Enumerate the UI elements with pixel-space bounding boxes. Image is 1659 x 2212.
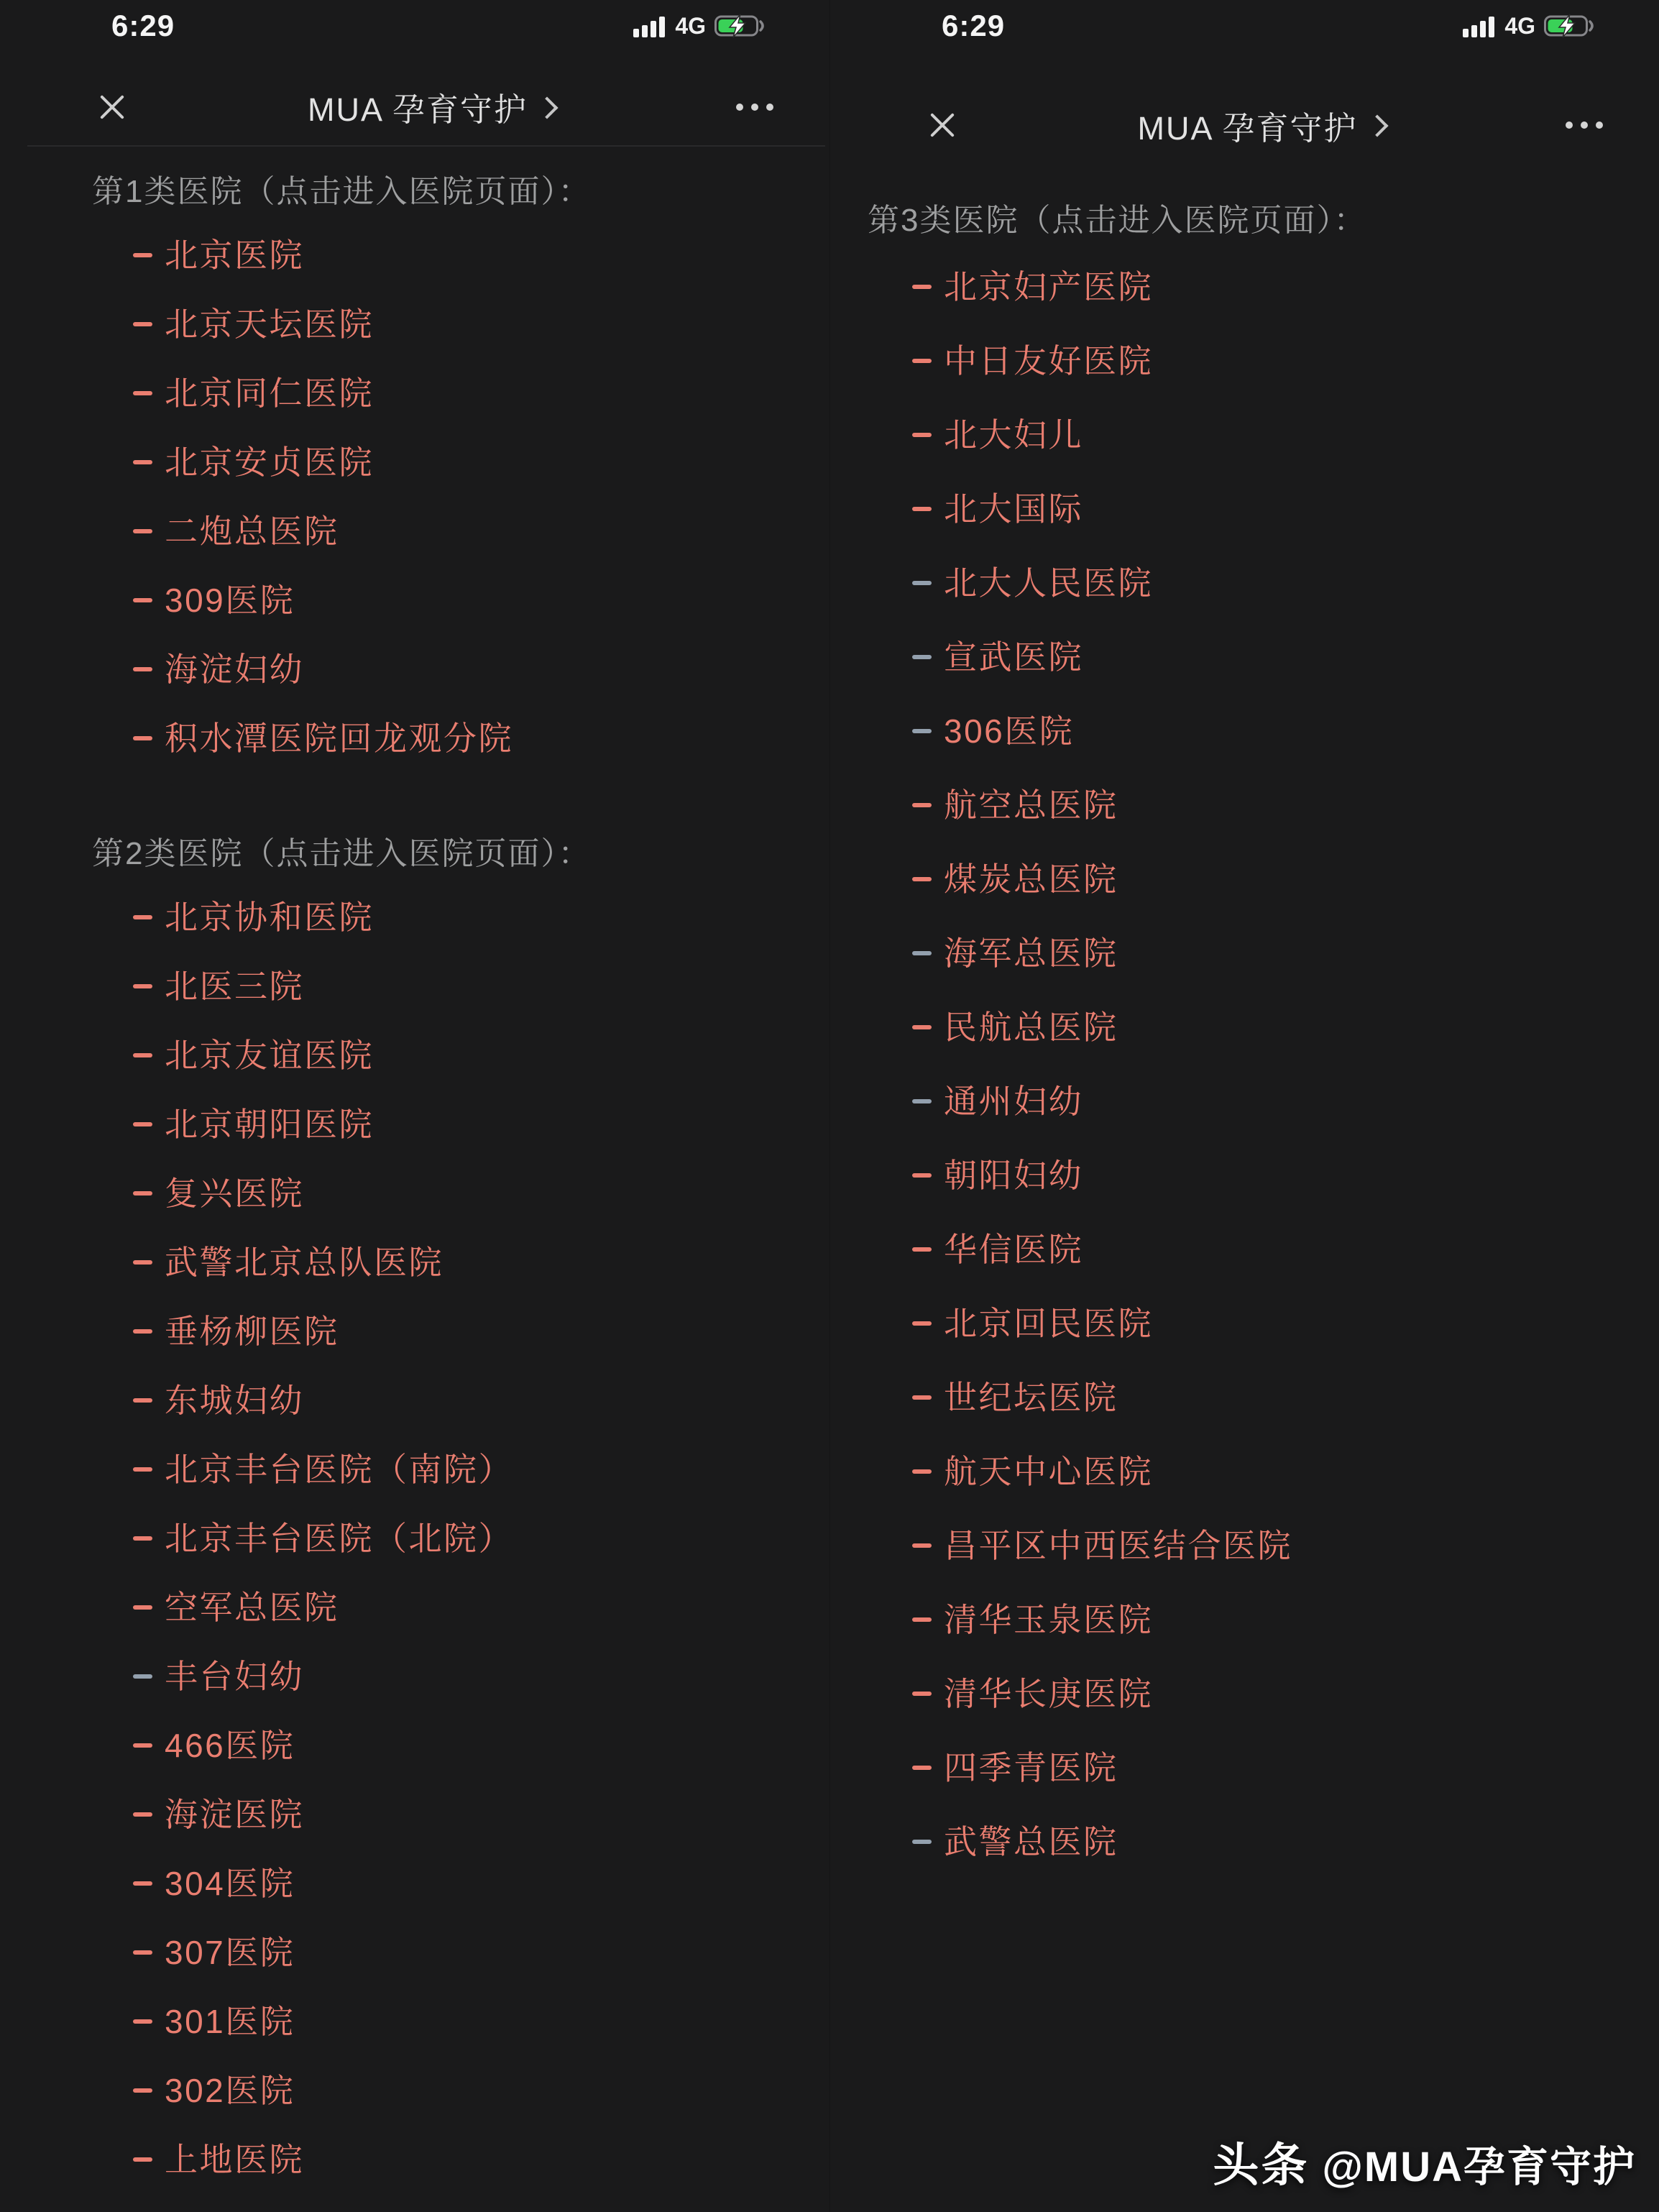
hospital-link[interactable]: 积水潭医院回龙观分院 (165, 720, 513, 757)
hospital-link[interactable]: 北大国际 (944, 490, 1083, 528)
hospital-link[interactable]: 北京同仁医院 (165, 375, 374, 412)
list-dash-icon (133, 1398, 152, 1403)
hospital-item-row (133, 1729, 830, 1762)
hospital-item-row (133, 1177, 830, 1210)
status-time: 6:29 (942, 9, 1006, 42)
hospital-link[interactable]: 海军总医院 (944, 935, 1118, 972)
list-dash-icon (133, 2157, 152, 2162)
hospital-link[interactable]: 北大妇儿 (944, 416, 1083, 454)
hospital-item-row (912, 416, 1659, 454)
page-title[interactable] (127, 83, 736, 130)
hospital-list-content (830, 171, 1659, 1899)
hospital-list-content (0, 147, 830, 2212)
hospital-item-row (912, 268, 1659, 306)
hospital-item-row (133, 1039, 830, 1072)
chevron-right-icon (536, 96, 558, 119)
hospital-link[interactable]: 武警北京总队医院 (165, 1244, 444, 1281)
list-dash-icon (133, 1743, 152, 1748)
hospital-item-row (912, 1381, 1659, 1414)
hospital-item-row (912, 342, 1659, 380)
hospital-link[interactable]: 世纪坛医院 (944, 1379, 1118, 1416)
hospital-link[interactable]: 海淀医院 (165, 1796, 304, 1833)
hospital-item-row (133, 1591, 830, 1624)
hospital-item-row (912, 1751, 1659, 1784)
signal-strength-icon (633, 14, 666, 37)
hospital-item-row (133, 1522, 830, 1555)
list-dash-icon (912, 1692, 932, 1696)
hospital-link[interactable]: 北医三院 (165, 968, 304, 1005)
hospital-item-row (912, 1825, 1659, 1858)
hospital-item-row (133, 308, 830, 341)
list-dash-icon (133, 915, 152, 919)
hospital-item-row (133, 1936, 830, 1969)
page-title-label: MUA 孕育守护 (1137, 109, 1358, 147)
hospital-item-row (912, 492, 1659, 526)
watermark-handle: @MUA孕育守护 (1322, 2144, 1636, 2190)
hospital-item-row (912, 786, 1659, 824)
hospital-item-row (133, 239, 830, 272)
toutiao-watermark (1213, 2129, 1636, 2195)
list-dash-icon (133, 1467, 152, 1472)
page-title-label: MUA 孕育守护 (307, 91, 528, 128)
hospital-link[interactable]: 华信医院 (944, 1231, 1083, 1268)
hospital-item-row (133, 2005, 830, 2038)
hospital-item-row (912, 1455, 1659, 1488)
more-menu-icon[interactable] (736, 93, 773, 121)
hospital-item-row (133, 653, 830, 686)
close-icon[interactable] (98, 93, 127, 121)
hospital-link[interactable]: 北京妇产医院 (944, 268, 1153, 306)
list-dash-icon (133, 1950, 152, 1955)
list-dash-icon (133, 2019, 152, 2024)
list-dash-icon (912, 1766, 932, 1770)
hospital-item-row (133, 1660, 830, 1693)
section-heading: 第1类医院（点击进入医院页面）： (92, 174, 592, 209)
hospital-link[interactable]: 武警总医院 (944, 1823, 1118, 1860)
list-dash-icon (133, 1605, 152, 1610)
hospital-link[interactable]: 海淀妇幼 (165, 651, 304, 688)
hospital-item-row (133, 515, 830, 548)
list-dash-icon (912, 655, 932, 659)
section-heading: 第2类医院（点击进入医院页面）： (92, 836, 592, 871)
hospital-link[interactable]: 煤炭总医院 (944, 861, 1118, 898)
hospital-item-row (912, 1233, 1659, 1266)
list-dash-icon (912, 1617, 932, 1622)
hospital-item-row (133, 1867, 830, 1900)
list-dash-icon (912, 951, 932, 955)
nav-bar (0, 68, 830, 146)
status-time: 6:29 (111, 9, 175, 42)
list-dash-icon (133, 529, 152, 533)
hospital-link[interactable]: 北京丰台医院（南院） (165, 1451, 513, 1488)
list-dash-icon (133, 1191, 152, 1196)
hospital-link[interactable]: 北京天坛医院 (165, 306, 374, 343)
hospital-link[interactable]: 航空总医院 (944, 786, 1118, 824)
list-dash-icon (133, 1122, 152, 1126)
hospital-link[interactable]: 宣武医院 (944, 638, 1083, 676)
hospital-link[interactable]: 北大人民医院 (944, 564, 1153, 602)
list-dash-icon (133, 460, 152, 464)
screenshot-panel-right (830, 0, 1659, 2212)
hospital-link[interactable]: 中日友好医院 (944, 342, 1153, 380)
hospital-link[interactable]: 民航总医院 (944, 1009, 1118, 1046)
status-bar (0, 0, 830, 68)
list-dash-icon (133, 1053, 152, 1057)
list-dash-icon (133, 1812, 152, 1817)
list-dash-icon (912, 581, 932, 585)
list-dash-icon (912, 359, 932, 363)
hospital-link[interactable]: 上地医院 (165, 2141, 304, 2178)
list-dash-icon (912, 285, 932, 289)
section-heading: 第3类医院（点击进入医院页面）： (868, 203, 1367, 238)
hospital-item-row (133, 2074, 830, 2107)
status-indicators (633, 10, 766, 42)
hospital-link[interactable]: 北京协和医院 (165, 899, 374, 936)
hospital-link[interactable]: 北京安贞医院 (165, 444, 374, 481)
hospital-item-row (912, 863, 1659, 896)
list-dash-icon (912, 803, 932, 807)
list-dash-icon (912, 1543, 932, 1548)
hospital-link[interactable]: 466医院 (165, 1727, 295, 1764)
list-dash-icon (912, 1321, 932, 1326)
hospital-item-row (912, 638, 1659, 676)
hospital-item-row (133, 1246, 830, 1279)
hospital-item-row (912, 1159, 1659, 1192)
list-dash-icon (133, 253, 152, 257)
hospital-link[interactable]: 复兴医院 (165, 1175, 304, 1212)
hospital-link[interactable]: 307医院 (165, 1934, 295, 1971)
hospital-item-row (912, 937, 1659, 970)
list-dash-icon (133, 2088, 152, 2093)
hospital-link[interactable]: 二炮总医院 (165, 513, 339, 550)
list-dash-icon (133, 1329, 152, 1334)
list-dash-icon (912, 1173, 932, 1178)
hospital-item-row (133, 2143, 830, 2176)
hospital-link[interactable]: 东城妇幼 (165, 1382, 304, 1419)
hospital-link[interactable]: 空军总医院 (165, 1589, 339, 1626)
hospital-link[interactable]: 朝阳妇幼 (944, 1157, 1083, 1194)
more-menu-icon[interactable] (1566, 111, 1603, 139)
list-dash-icon (912, 1469, 932, 1474)
hospital-item-row (133, 1384, 830, 1417)
hospital-link[interactable]: 清华长庚医院 (944, 1675, 1153, 1712)
list-dash-icon (912, 1840, 932, 1844)
close-icon[interactable] (928, 111, 957, 139)
status-indicators (1463, 10, 1596, 42)
hospital-item-row (912, 1603, 1659, 1636)
hospital-link[interactable]: 垂杨柳医院 (165, 1313, 339, 1350)
hospital-item-row (133, 446, 830, 479)
hospital-link[interactable]: 302医院 (165, 2072, 295, 2109)
signal-strength-icon (1463, 14, 1496, 37)
hospital-link[interactable]: 北京医院 (165, 237, 304, 274)
hospital-link[interactable]: 丰台妇幼 (165, 1658, 304, 1695)
hospital-item-row (133, 1453, 830, 1486)
hospital-item-row (133, 722, 830, 755)
list-dash-icon (133, 322, 152, 326)
network-type-label: 4G (1504, 13, 1535, 39)
hospital-link[interactable]: 通州妇幼 (944, 1083, 1083, 1120)
hospital-item-row (133, 377, 830, 410)
list-dash-icon (133, 667, 152, 671)
list-dash-icon (133, 1881, 152, 1886)
list-dash-icon (133, 1536, 152, 1541)
hospital-link[interactable]: 清华玉泉医院 (944, 1601, 1153, 1638)
hospital-link[interactable]: 北京丰台医院（北院） (165, 1520, 513, 1557)
hospital-item-row (133, 1108, 830, 1141)
hospital-item-row (133, 1798, 830, 1831)
list-dash-icon (912, 1025, 932, 1029)
battery-charging-icon (1544, 14, 1596, 38)
hospital-item-row (133, 970, 830, 1003)
hospital-link[interactable]: 昌平区中西医结合医院 (944, 1527, 1292, 1564)
hospital-link[interactable]: 四季青医院 (944, 1749, 1118, 1786)
hospital-item-row (912, 566, 1659, 600)
nav-bar (830, 79, 1659, 171)
hospital-item-row (133, 901, 830, 934)
hospital-link[interactable]: 301医院 (165, 2003, 295, 2040)
hospital-link[interactable]: 306医院 (944, 712, 1075, 750)
hospital-item-row (912, 1529, 1659, 1562)
list-dash-icon (912, 507, 932, 511)
list-dash-icon (133, 391, 152, 395)
list-dash-icon (133, 598, 152, 602)
list-dash-icon (912, 433, 932, 437)
battery-charging-icon (714, 14, 766, 38)
list-dash-icon (133, 984, 152, 988)
hospital-link[interactable]: 北京回民医院 (944, 1305, 1153, 1342)
list-dash-icon (912, 1099, 932, 1103)
hospital-item-row (133, 1315, 830, 1348)
list-dash-icon (912, 1247, 932, 1252)
list-dash-icon (133, 1674, 152, 1679)
list-dash-icon (912, 729, 932, 733)
list-dash-icon (912, 877, 932, 881)
hospital-link[interactable]: 北京朝阳医院 (165, 1106, 374, 1143)
hospital-item-row (912, 1677, 1659, 1710)
hospital-item-row (912, 1307, 1659, 1340)
hospital-item-row (912, 712, 1659, 750)
hospital-link[interactable]: 304医院 (165, 1865, 295, 1902)
chevron-right-icon (1366, 114, 1388, 137)
hospital-link[interactable]: 北京友谊医院 (165, 1037, 374, 1074)
status-bar (830, 0, 1659, 79)
hospital-link[interactable]: 309医院 (165, 582, 295, 619)
network-type-label: 4G (675, 13, 706, 39)
hospital-item-row (912, 1011, 1659, 1044)
hospital-link[interactable]: 航天中心医院 (944, 1453, 1153, 1490)
toutiao-logo-text: 头条 (1213, 2139, 1310, 2191)
hospital-item-row (912, 1085, 1659, 1118)
list-dash-icon (133, 736, 152, 740)
page-title[interactable] (957, 102, 1566, 149)
list-dash-icon (912, 1395, 932, 1400)
hospital-item-row (133, 584, 830, 617)
list-dash-icon (133, 1260, 152, 1265)
